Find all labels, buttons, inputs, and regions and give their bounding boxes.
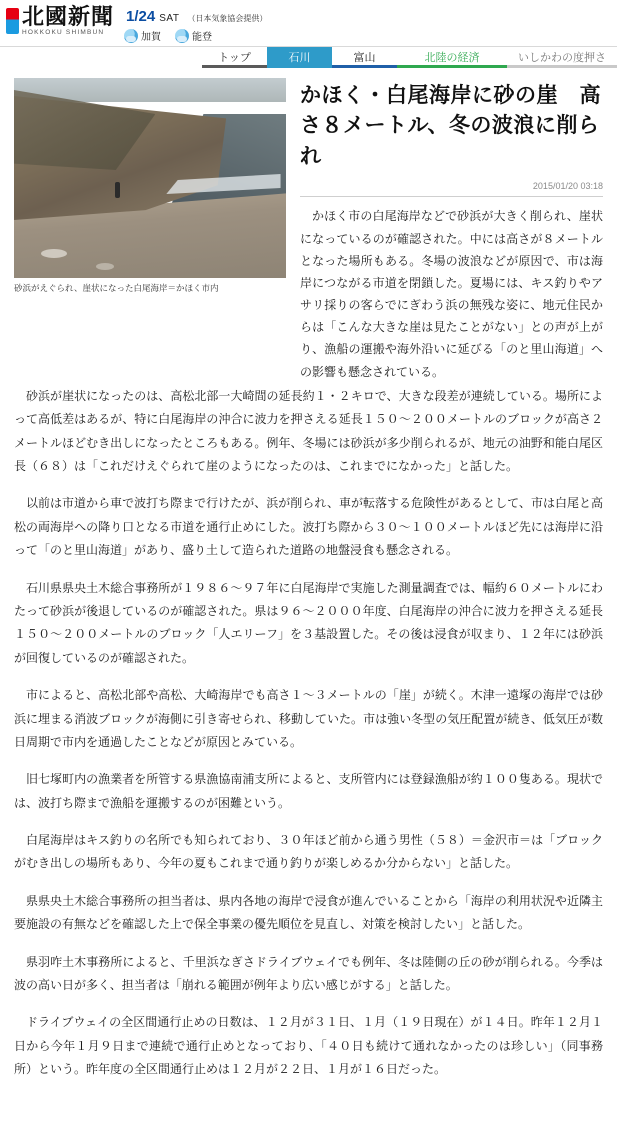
weather-row (124, 28, 267, 43)
photo-caption: 砂浜がえぐられ、崖状になった白尾海岸＝かほく市内 (14, 283, 219, 293)
article-paragraph: ドライブウェイの全区間通行止めの日数は、１２月が３１日、１月（１９日現在）が１４日。昨年１２月１日から今年１月９日まで連続で通行止めとなっており、「４０日も続けて通れなかったのは珍しい」（同事務所）という。昨年度の全区間通行止めは１２月が２２日、１月が１６日だった。 (14, 1015, 603, 1077)
nav-item-hokuriku-economy[interactable]: 北陸の経済 (397, 47, 507, 68)
site-logo[interactable] (6, 4, 114, 37)
page-title: かほく・白尾海岸に砂の崖 高さ８メートル、冬の波浪に削られ (300, 83, 601, 168)
article-headline-column (300, 78, 603, 383)
article-photo-column (14, 78, 286, 383)
sun-cloud-icon (175, 29, 189, 43)
article-top-area (14, 78, 603, 383)
publish-date: 2015/01/20 03:18 (300, 181, 603, 197)
site-masthead (0, 0, 617, 46)
sun-cloud-icon (124, 29, 138, 43)
article-paragraph: 以前は市道から車で波打ち際まで行けたが、浜が削られ、車が転落する危険性があるとして、市は白尾と高松の両海岸への降り口となる市道を通行止めにした。波打ち際から３０～１００メートルほど先には海岸に沿って「のと里山海道」があり、盛り土して造られた道路の地盤浸食も懸念される。 (14, 496, 603, 558)
nav-item-top[interactable]: トップ (202, 47, 267, 68)
date-block (126, 8, 267, 25)
logo-mark-icon (6, 8, 19, 34)
article-paragraph: 市によると、高松北部や高松、大崎海岸でも高さ１～３メートルの「崖」が続く。木津一遠塚の海岸では砂浜に埋まる消波ブロックが海側に引き寄せられ、移動していた。市は強い冬型の気圧配置が続き、低気圧が数日周期で市内を通過したことなどが原因とみている。 (14, 688, 603, 749)
nav-item-toyama[interactable]: 富山 (332, 47, 397, 68)
weather-item-noto[interactable] (175, 28, 212, 43)
article-paragraph: 県県央土木総合事務所の担当者は、県内各地の海岸で浸食が進んでいることから「海岸の利用状況や近隣主要施設の有無などを確認した上で保全事業の優先順位を見直し、対策を検討したい」と話した。 (14, 893, 603, 932)
article (0, 68, 617, 1126)
weather-source-note: （日本気象協会提供） (187, 14, 268, 23)
article-paragraph: 砂浜が崖状になったのは、高松北部一大崎間の延長約１・２キロで、大きな段差が連続している。場所によって高低差はあるが、特に白尾海岸の沖合に波力を押さえる延長１５０～２００メートルのブロックが高さ２メートルほどむき出しになったところもある。例年、冬場には砂浜が多少削られるが、地元の油野和能白尾区長（６８）は「これだけえぐられて崖のようになったのは、これまでになかった」と話した。 (14, 388, 603, 473)
nav-item-ishikawa[interactable]: 石川 (267, 47, 332, 68)
logo-text (22, 4, 114, 37)
weather-item-kaga[interactable] (124, 28, 161, 43)
weather-label: 能登 (192, 32, 213, 43)
photo-person (115, 182, 120, 198)
nav-item-ishikawa-other[interactable]: いしかわの度押さ (507, 47, 617, 68)
logo-title: 北國新聞 (22, 4, 115, 29)
article-body (14, 385, 603, 1082)
article-paragraph: 旧七塚町内の漁業者を所管する県漁協南浦支所によると、支所管内には登録漁船が約１００隻ある。現状では、波打ち際まで漁船を運搬するのが困難という。 (14, 772, 603, 810)
article-paragraph: 石川県県央土木総合事務所が１９８６～９７年に白尾海岸で実施した測量調査では、幅約６０メートルにわたって砂浜が後退しているのが確認された。県は９６～２０００年度、白尾海岸の沖合に波力を押さえる延長１５０～２００メートルのブロック「人エリーフ」を３基設置した。その後は浸食が収まり、１２年には砂浜が回復しているのが確認された。 (14, 580, 603, 665)
nav-spacer (0, 47, 202, 68)
photo-rock (96, 263, 114, 270)
primary-nav (0, 46, 617, 68)
article-paragraph: 白尾海岸はキス釣りの名所でも知られており、３０年ほど前から通う男性（５８）＝金沢市＝は「ブロックがむき出しの場所もあり、今年の夏もこれまで通り釣りが楽しめるか分からない」と話した。 (14, 833, 603, 871)
date-value: 1/24 (126, 8, 156, 25)
date-weather-block (114, 4, 267, 43)
logo-subtitle: HOKKOKU SHIMBUN (22, 29, 105, 36)
article-lead-paragraph: かほく市の白尾海岸などで砂浜が大きく削られ、崖状になっているのが確認された。中には高さが８メートルとなった場所もある。冬場の波浪などが原因で、市は海岸につながる市道を閉鎖した。夏場には、キス釣りやアサリ採りの客らでにぎわう浜の無残な姿に、地元住民からは「こんな大きな崖は見たことがない」との声が上がり、漁船の運搬や海外沿いに延びる「のと里山海道」への影響も懸念されている。 (300, 209, 603, 379)
article-photo[interactable] (14, 78, 286, 278)
photo-rock (41, 249, 67, 258)
date-dayofweek: SAT (159, 13, 180, 24)
article-paragraph: 県羽咋土木事務所によると、千里浜なぎさドライブウェイでも例年、冬は陸側の丘の砂が削られる。今季は波の高い日が多く、担当者は「崩れる範囲が例年より広い感じがする」と話した。 (14, 954, 603, 993)
weather-label: 加賀 (141, 32, 162, 43)
